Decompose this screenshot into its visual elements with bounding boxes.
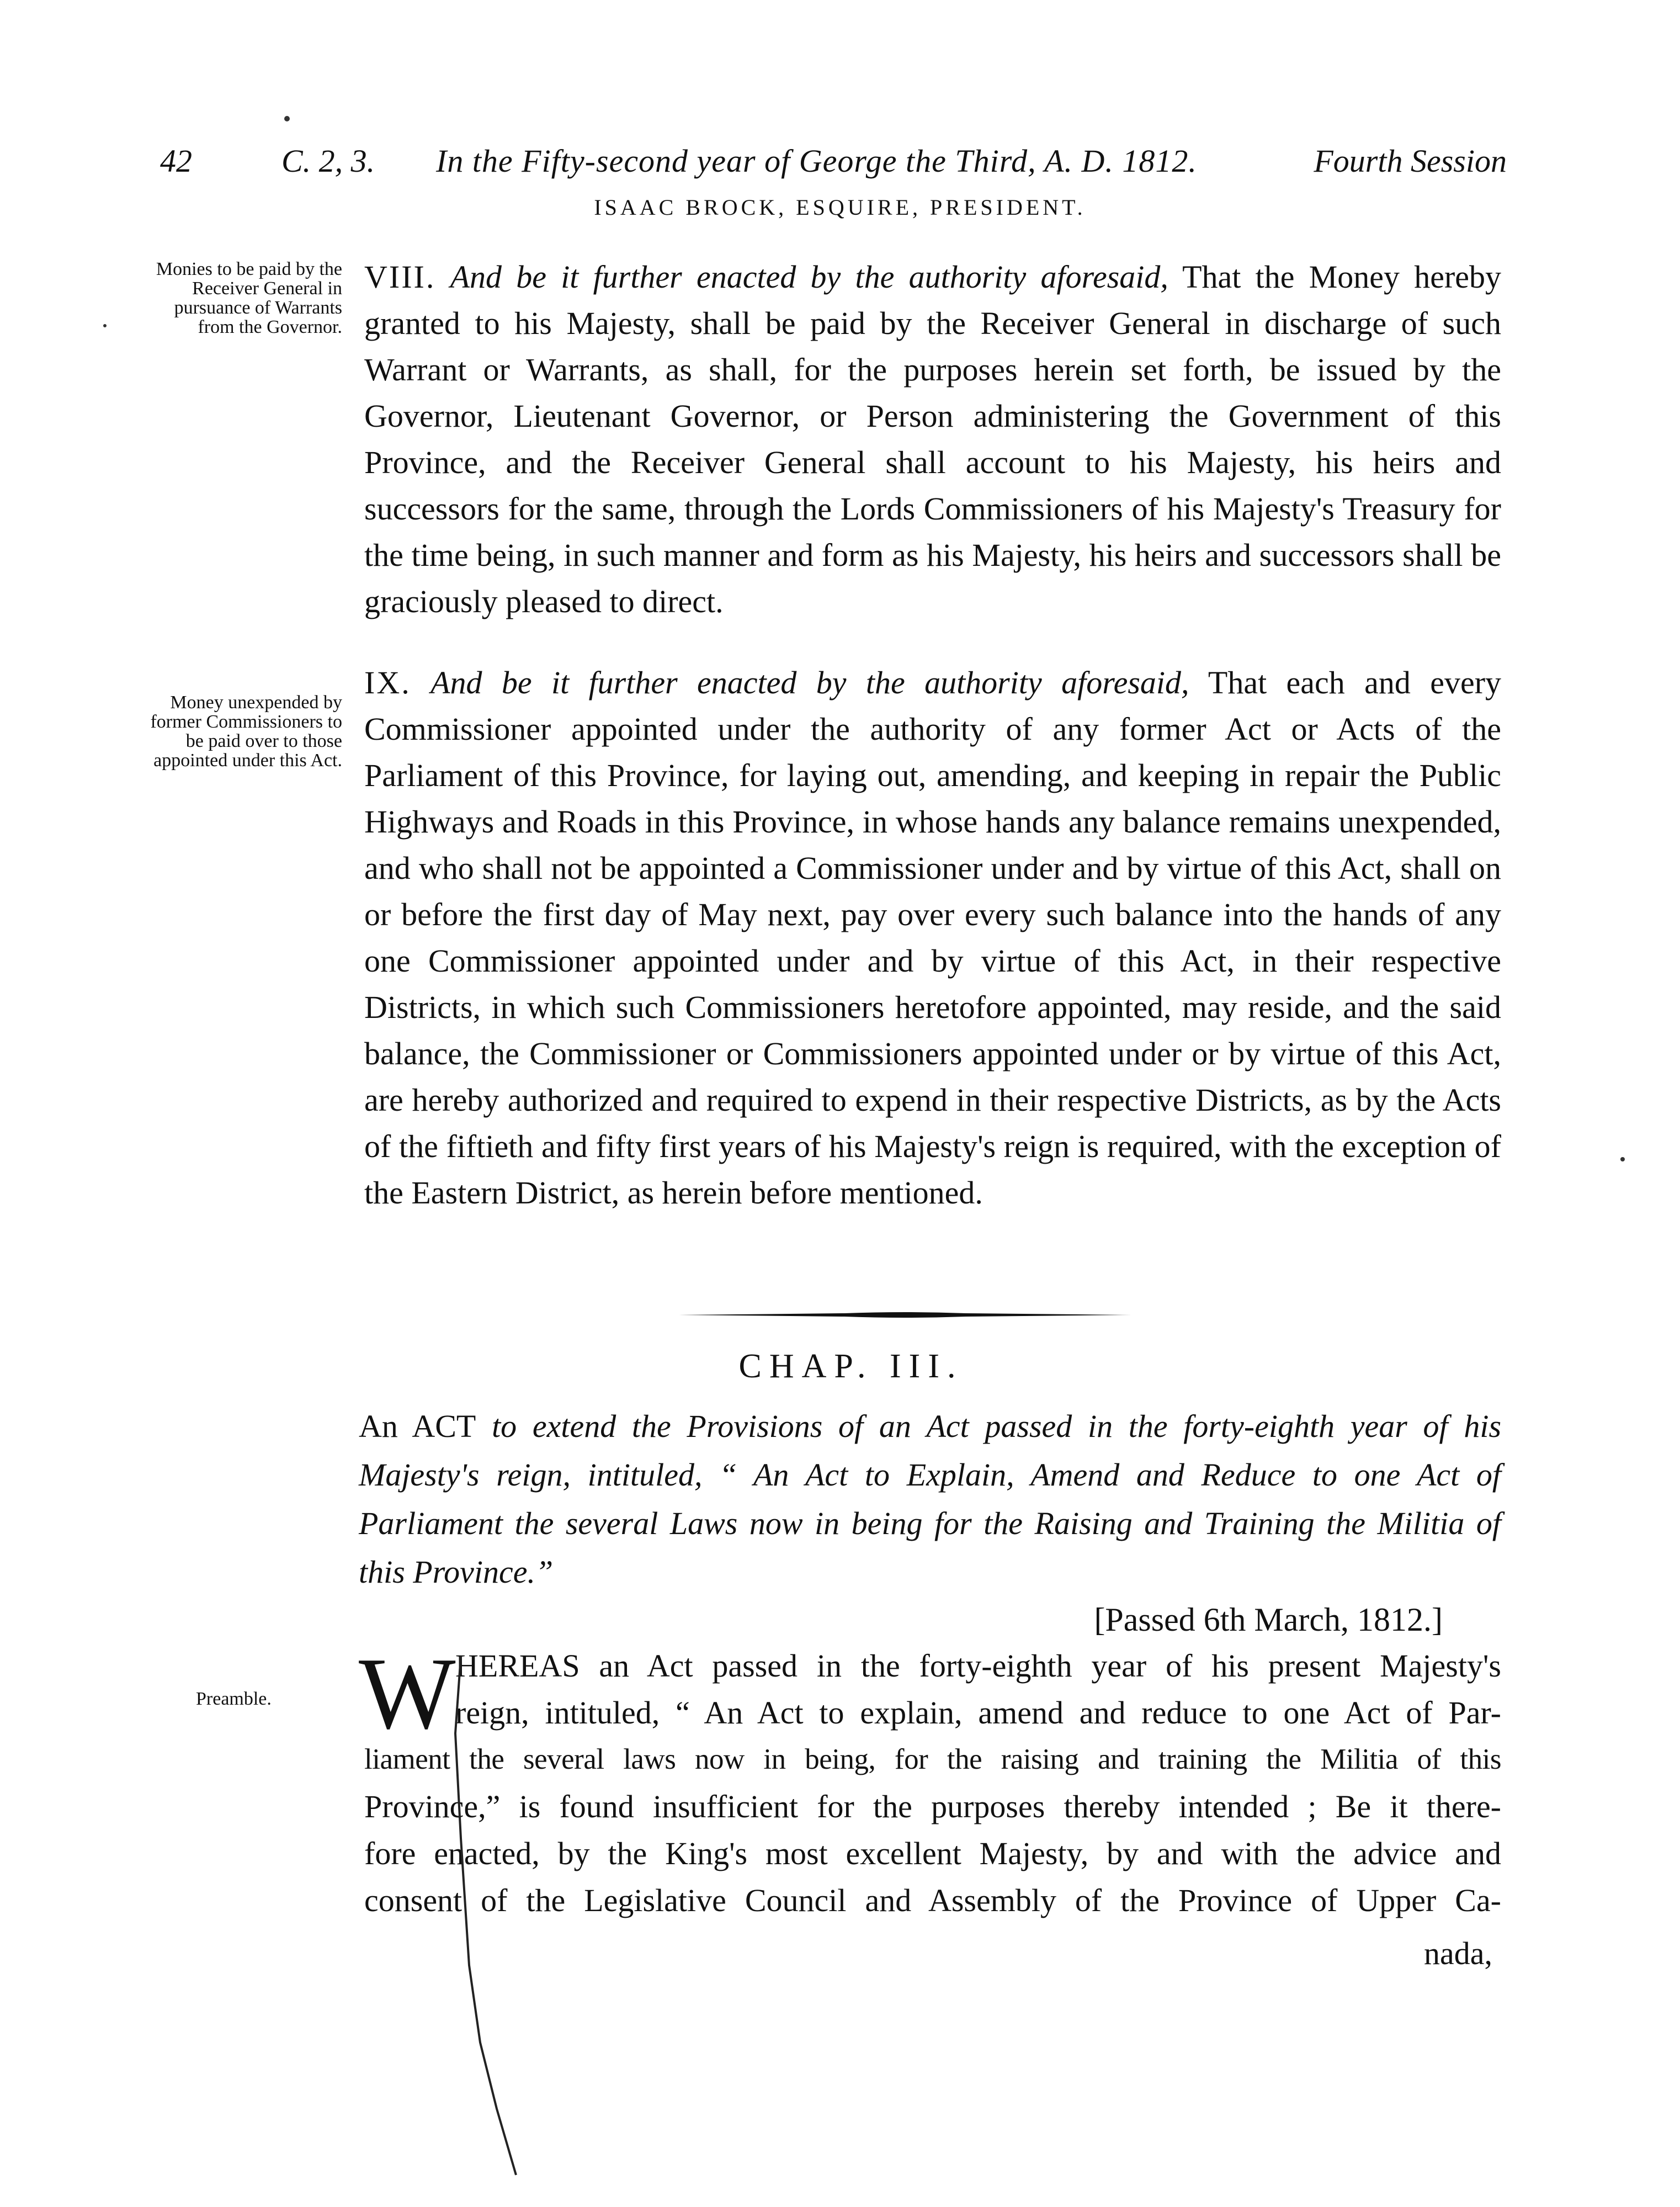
drop-cap: W [359, 1637, 456, 1750]
running-title: In the Fifty-second year of George the Third, A. D. 1812. [436, 143, 1197, 179]
section-text-ix: That each and every Commissioner appointed under the authority of any former Act or Acts of the Parliament of this Province, for laying out, amending, and keeping in repair the Public Highways and Roads in this Province, in whose hands any balance remains unexpended, and who shall not be appointed a Commissioner under and by virtue of this Act, shall on or before the first day of May next, pay over every such balance into the hands of any one Commissioner appointed under and by virtue of this Act, in their respective Districts, in which such Commissioners heretofore appointed, may reside, and the said balance, the Commissioner or Commissioners appointed under or by virtue of this Act, are hereby authorized and required to expend in their respective Districts, as by the Acts of the fiftieth and fifty first years of his Majesty's reign is required, with the exception of the Eastern District, as herein before mentioned. [364, 665, 1502, 1211]
preamble-line: HEREAS an Act passed in the forty-eighth year of his present Majesty's [455, 1648, 1501, 1684]
catchword: nada, [1424, 1935, 1492, 1971]
margin-note-ix: Money unexpended by former Commissioners to be paid over to those appointed under this Act. [150, 692, 342, 771]
section-intro-ix: And be it further enacted by the authority aforesaid, [430, 665, 1189, 701]
section-text-viii: That the Money hereby granted to his Majesty, shall be paid by the Receiver General in discharge of such Warrant or Warrants, as shall, for the purposes herein set forth, be issued by the Governor, Lieutenant Governor, or Person administering the Government of this Province, and the Receiver General shall account to his Majesty, his heirs and successors for the same, through the Lords Commissioners of his Majesty's Treasury for the time being, in such manner and form as his Majesty, his heirs and successors shall be graciously pleased to direct. [364, 259, 1502, 619]
margin-note-preamble: Preamble. [196, 1689, 272, 1709]
preamble-line: liament the several laws now in being, for the raising and training the Militia of this [364, 1743, 1501, 1775]
chapter-reference: C. 2, 3. [281, 143, 375, 179]
chapter-heading: CHAP. III. [738, 1347, 964, 1385]
page-number: 42 [160, 143, 192, 179]
act-title-text: to extend the Provisions of an Act passed in the forty-eighth year of his Majesty's reign, intituled, “ An Act to Explain, Amend and Reduce to one Act of Parliament the several Laws now in being for the Raising and Training the Militia of this Province.” [359, 1408, 1502, 1590]
act-title [359, 1402, 1501, 1596]
preamble-line: Province,” is found insufficient for the purposes thereby intended ; Be it there- [364, 1789, 1501, 1824]
section-ix [364, 660, 1501, 1216]
margin-note-viii: Monies to be paid by the Receiver General in pursuance of Warrants from the Governor. [156, 259, 342, 337]
running-head [160, 142, 1507, 187]
section-number-viii: VIII. [364, 259, 436, 295]
preamble-text [364, 1642, 1501, 1924]
president-subtitle: ISAAC BROCK, ESQUIRE, PRESIDENT. [594, 195, 1086, 220]
preamble-line: fore enacted, by the King's most excellent Majesty, by and with the advice and [364, 1835, 1501, 1871]
section-number-ix: IX. [364, 665, 411, 701]
act-title-lead: An ACT [359, 1408, 476, 1444]
passed-date: [Passed 6th March, 1812.] [1094, 1601, 1443, 1638]
preamble-line: reign, intituled, “ An Act to explain, amend and reduce to one Act of Par- [455, 1695, 1501, 1731]
section-intro-viii: And be it further enacted by the authority aforesaid, [450, 259, 1168, 295]
session-label: Fourth Session [1314, 143, 1507, 179]
section-viii [364, 254, 1501, 625]
ornamental-rule [679, 1311, 1131, 1319]
preamble-line: consent of the Legislative Council and Assembly of the Province of Upper Ca- [364, 1882, 1501, 1918]
